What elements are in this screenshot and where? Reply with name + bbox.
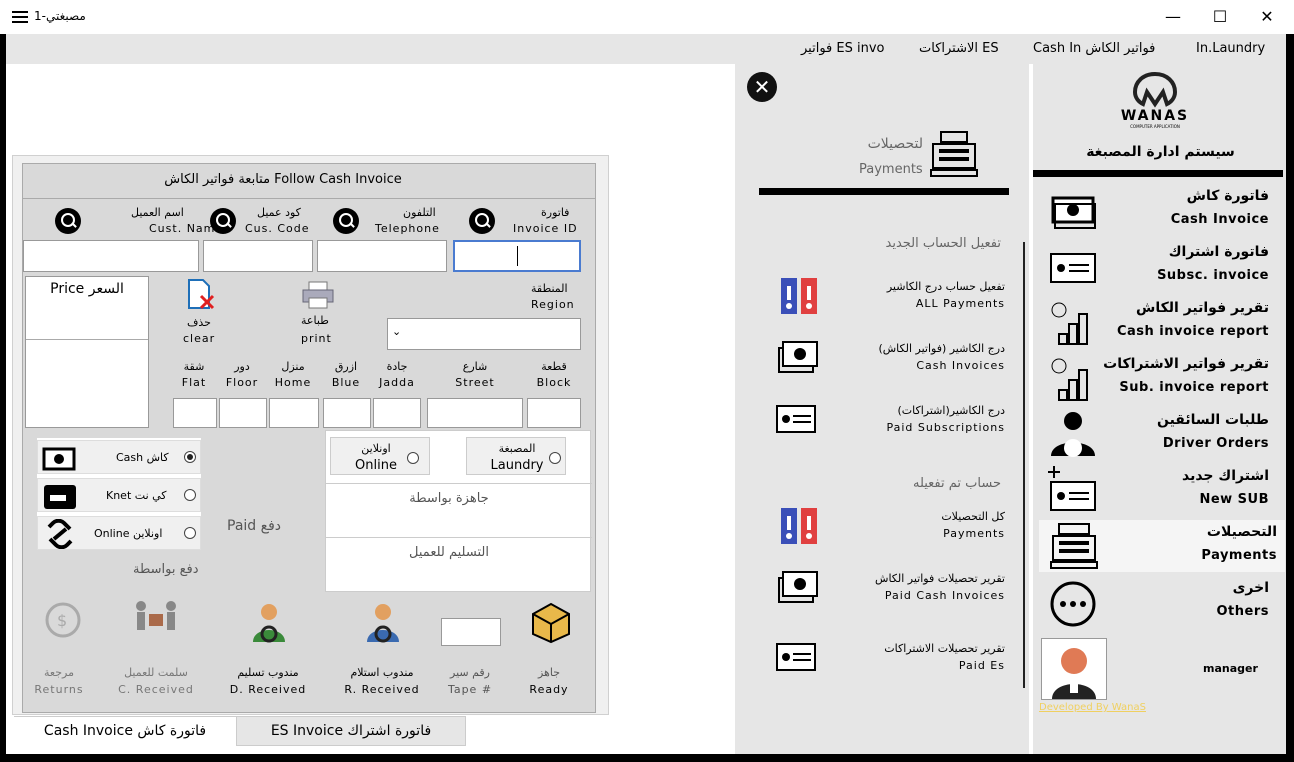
invoice-label-ar: فاتورة: [541, 206, 570, 219]
clear-label-ar: حذف: [187, 316, 211, 329]
cash-icon: [1049, 194, 1099, 230]
search-invoice-button[interactable]: [469, 208, 495, 234]
status-delivered-label-en: D. Received: [229, 683, 307, 696]
sidebar-item-subsc-invoice[interactable]: [1033, 240, 1283, 292]
sidebar-item-label-en: Subsc. invoice: [1157, 268, 1269, 283]
pay-method-cash[interactable]: [37, 440, 201, 474]
status-tape-label-en: Tape #: [447, 683, 493, 696]
tape-number-input[interactable]: [441, 618, 501, 646]
source-online[interactable]: [330, 437, 430, 475]
paid-by-label: دفع بواسطة: [133, 562, 199, 577]
street-input[interactable]: [427, 398, 523, 428]
print-label-en: print: [301, 332, 332, 345]
receiving-driver-icon[interactable]: [363, 600, 403, 644]
user-name: manager: [1203, 662, 1258, 675]
window-border-right: [1286, 34, 1294, 756]
menu-bar: [6, 34, 1286, 64]
payment-item-label-en: Paid Cash Invoices: [884, 589, 1005, 602]
sidebar-item-others[interactable]: [1033, 576, 1283, 628]
payment-item-label-en: Paid Es: [958, 659, 1005, 672]
search-name-button[interactable]: [55, 208, 81, 234]
source-divider: [326, 483, 592, 484]
status-received-label-ar: مندوب استلام: [350, 666, 414, 679]
system-title: سيستم ادارة المصبغة: [1086, 144, 1235, 160]
code-label-en: Cus. Code: [245, 222, 310, 235]
cash-icon: [777, 570, 821, 606]
payment-item-label-ar: درج الكاشير(اشتراكات): [897, 404, 1005, 417]
close-window-button[interactable]: ✕: [1260, 7, 1274, 26]
clear-label-en: clear: [183, 332, 216, 345]
sidebar-item-label-en: Driver Orders: [1162, 436, 1269, 451]
source-divider: [326, 537, 592, 538]
driver-icon: [1047, 410, 1101, 460]
status-ready-label-en: Ready: [529, 683, 569, 696]
close-panel-button[interactable]: ✕: [747, 72, 777, 102]
jadda-label-ar: جادة: [386, 360, 408, 373]
payment-item-label-en: ALL Payments: [915, 297, 1005, 310]
payment-item-cash-invoices[interactable]: [775, 334, 1015, 382]
sidebar-item-label-ar: اشتراك جديد: [1181, 468, 1269, 484]
sidebar-item-driver-orders[interactable]: [1033, 408, 1283, 460]
telephone-label-en: Telephone: [375, 222, 440, 235]
brand-name: WANAS: [1120, 108, 1190, 124]
source-laundry-label-ar: المصبغة: [498, 442, 536, 455]
card-icon: [1049, 250, 1099, 286]
panel-divider: [759, 188, 1009, 195]
floor-label-ar: دور: [234, 360, 250, 373]
pay-method-label: Cash كاش: [116, 451, 169, 464]
invoice-label-en: Invoice ID: [513, 222, 578, 235]
chart-icon: [1049, 300, 1099, 346]
flat-label-en: Flat: [181, 376, 207, 389]
payment-item-label-ar: تقرير تحصيلات الاشتراكات: [884, 642, 1005, 655]
payment-item-label-en: Paid Subscriptions: [886, 421, 1005, 434]
payments-panel-title-ar: لتحصيلات: [867, 136, 923, 152]
status-customer-label-ar: سلمت للعميل: [124, 666, 188, 679]
title-bar: [0, 0, 1294, 34]
tab-es-invoice[interactable]: ES Invoice فاتورة اشتراك: [236, 716, 466, 746]
sidebar-item-cash-report[interactable]: [1033, 296, 1283, 348]
block-input[interactable]: [527, 398, 581, 428]
paid-label: Paid دفع: [227, 518, 282, 534]
payment-item-label-ar: كل التحصيلات: [941, 510, 1005, 523]
region-dropdown[interactable]: [387, 318, 581, 350]
ready-by-label: جاهزة بواسطة: [409, 491, 489, 506]
flat-input[interactable]: [173, 398, 217, 428]
payments-panel-title-en: Payments: [859, 162, 923, 177]
window-border-left: [0, 34, 6, 756]
pay-method-online[interactable]: [37, 516, 201, 550]
pay-method-radio[interactable]: [184, 489, 196, 501]
section-activated: حساب تم تفعيله: [912, 476, 1001, 491]
form-divider: [23, 198, 595, 199]
sidebar-item-label-ar: طلبات السائقين: [1156, 412, 1269, 428]
returns-coin-icon[interactable]: [43, 600, 83, 640]
chart-icon: [1049, 356, 1099, 402]
home-label-ar: منزل: [281, 360, 305, 373]
flat-label-ar: شقة: [183, 360, 205, 373]
minimize-button[interactable]: —: [1165, 7, 1181, 26]
hamburger-menu-icon[interactable]: [12, 11, 28, 23]
payment-item-label-en: Payments: [943, 527, 1005, 540]
avatar[interactable]: [1041, 638, 1107, 700]
printer-icon[interactable]: [301, 280, 335, 310]
payment-item-label-ar: درج الكاشير (فواتير الكاش): [878, 342, 1005, 355]
sidebar-item-new-sub[interactable]: [1033, 464, 1283, 516]
jadda-input[interactable]: [373, 398, 421, 428]
developer-link[interactable]: Developed By WanaS: [1039, 702, 1146, 713]
code-label-ar: كود عميل: [257, 206, 301, 219]
sidebar-item-label-en: Cash Invoice: [1170, 212, 1269, 227]
customer-handover-icon[interactable]: [129, 600, 183, 644]
sidebar-item-label-en: Others: [1216, 604, 1269, 619]
region-label-ar: المنطقة: [531, 282, 568, 295]
text-cursor: [517, 246, 518, 266]
pay-method-label: Online اونلاين: [94, 527, 163, 540]
status-ready-label-ar: جاهز: [537, 666, 561, 679]
sidebar-item-label-en: Sub. invoice report: [1119, 380, 1269, 395]
status-tape-label-ar: رقم سير: [450, 666, 490, 679]
pay-method-label: Knet كي نت: [106, 489, 167, 502]
add-card-icon: [1047, 466, 1101, 516]
delivery-driver-icon[interactable]: [249, 600, 289, 644]
pay-method-knet[interactable]: [37, 478, 201, 512]
maximize-button[interactable]: ☐: [1212, 7, 1228, 26]
more-icon: [1049, 578, 1099, 628]
payment-item-paid-subscriptions[interactable]: [775, 396, 1015, 444]
price-box: [25, 276, 149, 428]
payment-item-label-ar: تقرير تحصيلات فواتير الكاش: [875, 572, 1005, 585]
telephone-input[interactable]: [317, 240, 447, 272]
sidebar-item-label-ar: تقرير فواتير الكاش: [1136, 300, 1269, 316]
status-customer-label-en: C. Received: [118, 683, 194, 696]
home-label-en: Home: [274, 376, 312, 389]
chevron-down-icon: ⌄: [392, 325, 402, 338]
window-title: مصبغتي-1: [34, 9, 86, 23]
payment-method-group: [37, 438, 201, 550]
form-title: متابعة فواتير الكاش Follow Cash Invoice: [164, 172, 402, 187]
main-sidebar: [1031, 64, 1286, 754]
menu-es-invoices[interactable]: فواتير ES invo: [801, 41, 885, 56]
blue-label-en: Blue: [331, 376, 361, 389]
cash-icon: [777, 340, 821, 376]
sidebar-item-payments-active[interactable]: [1039, 520, 1285, 572]
sidebar-item-sub-report[interactable]: [1033, 352, 1283, 404]
delivered-to-label: التسليم للعميل: [409, 545, 489, 560]
binders-icon: [779, 276, 823, 316]
block-label-en: Block: [536, 376, 572, 389]
block-label-ar: قطعة: [541, 360, 567, 373]
price-label: Price السعر: [50, 281, 124, 297]
user-avatar-icon: [1042, 639, 1106, 699]
street-label-ar: شارع: [462, 360, 488, 373]
status-received-label-en: R. Received: [344, 683, 420, 696]
sidebar-item-label-en: Payments: [1201, 548, 1277, 563]
section-activate-new: تفعيل الحساب الجديد: [885, 236, 1001, 251]
credit-card-icon: [42, 483, 80, 511]
card-icon: [775, 640, 819, 676]
source-laundry-label-en: Laundry: [490, 458, 544, 473]
sidebar-item-label-en: Cash invoice report: [1116, 324, 1269, 339]
binders-icon: [779, 506, 823, 546]
ready-box-icon[interactable]: [529, 600, 573, 644]
cash-icon: [42, 445, 80, 473]
payment-item-paid-cash-invoices[interactable]: [775, 564, 1015, 612]
menu-cash-in[interactable]: Cash In فواتير الكاش: [1033, 41, 1156, 56]
print-label-ar: طباعة: [301, 314, 329, 327]
payment-item-all-payments[interactable]: [775, 272, 1015, 320]
sidebar-item-label-ar: تقرير فواتير الاشتراكات: [1103, 356, 1269, 372]
follow-cash-invoice-form: [22, 163, 596, 713]
payment-item-label-ar: تفعيل حساب درج الكاشير: [886, 280, 1005, 293]
card-icon: [775, 402, 819, 438]
invoice-id-input[interactable]: [453, 240, 581, 272]
menu-in-laundry[interactable]: In.Laundry: [1196, 41, 1266, 56]
status-returns-label-ar: مرجعة: [44, 666, 74, 679]
sidebar-item-label-ar: فاتورة اشتراك: [1168, 244, 1269, 260]
floor-input[interactable]: [219, 398, 267, 428]
search-telephone-button[interactable]: [333, 208, 359, 234]
region-label-en: Region: [531, 298, 575, 311]
name-label-ar: اسم العميل: [131, 206, 184, 219]
panel-scrollbar[interactable]: [1023, 242, 1025, 688]
sidebar-item-cash-invoice[interactable]: [1033, 184, 1283, 236]
payment-item-payments[interactable]: [775, 502, 1015, 550]
payment-item-paid-es[interactable]: [775, 634, 1015, 682]
floor-label-en: Floor: [225, 376, 259, 389]
cash-register-icon: [929, 130, 979, 180]
sidebar-item-label-ar: اخرى: [1232, 580, 1269, 596]
source-online-radio[interactable]: [407, 452, 419, 464]
sidebar-item-label-ar: فاتورة كاش: [1186, 188, 1269, 204]
pay-method-radio[interactable]: [184, 451, 196, 463]
status-returns-label-en: Returns: [34, 683, 84, 696]
pay-method-radio[interactable]: [184, 527, 196, 539]
sidebar-item-label-en: New SUB: [1199, 492, 1269, 507]
sidebar-item-label-ar: التحصيلات: [1206, 524, 1277, 540]
blue-input[interactable]: [323, 398, 371, 428]
sidebar-divider: [1033, 170, 1283, 177]
order-source-panel: [325, 430, 591, 592]
payments-panel: [735, 64, 1029, 754]
source-online-label-ar: اونلاين: [361, 442, 391, 455]
street-label-en: Street: [455, 376, 495, 389]
payment-item-label-en: Cash Invoices: [916, 359, 1005, 372]
link-icon: [42, 519, 80, 549]
delete-file-icon[interactable]: [183, 278, 219, 312]
cash-register-icon: [1047, 522, 1101, 572]
menu-subscriptions[interactable]: الاشتراكات ES: [919, 41, 999, 56]
home-input[interactable]: [269, 398, 319, 428]
cus-code-input[interactable]: [203, 240, 313, 272]
blue-label-ar: ازرق: [334, 360, 358, 373]
window-border-bottom: [0, 754, 1294, 762]
jadda-label-en: Jadda: [379, 376, 415, 389]
price-divider: [26, 339, 148, 340]
name-label-en: Cust. Name: [149, 222, 224, 235]
source-laundry[interactable]: [466, 437, 566, 475]
tab-cash-invoice[interactable]: Cash Invoice فاتورة كاش: [14, 716, 236, 746]
source-laundry-radio[interactable]: [549, 452, 561, 464]
status-delivered-label-ar: مندوب تسليم: [237, 666, 299, 679]
source-online-label-en: Online: [355, 458, 397, 473]
svg-text:$: $: [57, 611, 68, 630]
telephone-label-ar: التلفون: [403, 206, 436, 219]
brand-subtitle: COMPUTER APPLICATION: [1130, 124, 1180, 129]
cust-name-input[interactable]: [23, 240, 199, 272]
